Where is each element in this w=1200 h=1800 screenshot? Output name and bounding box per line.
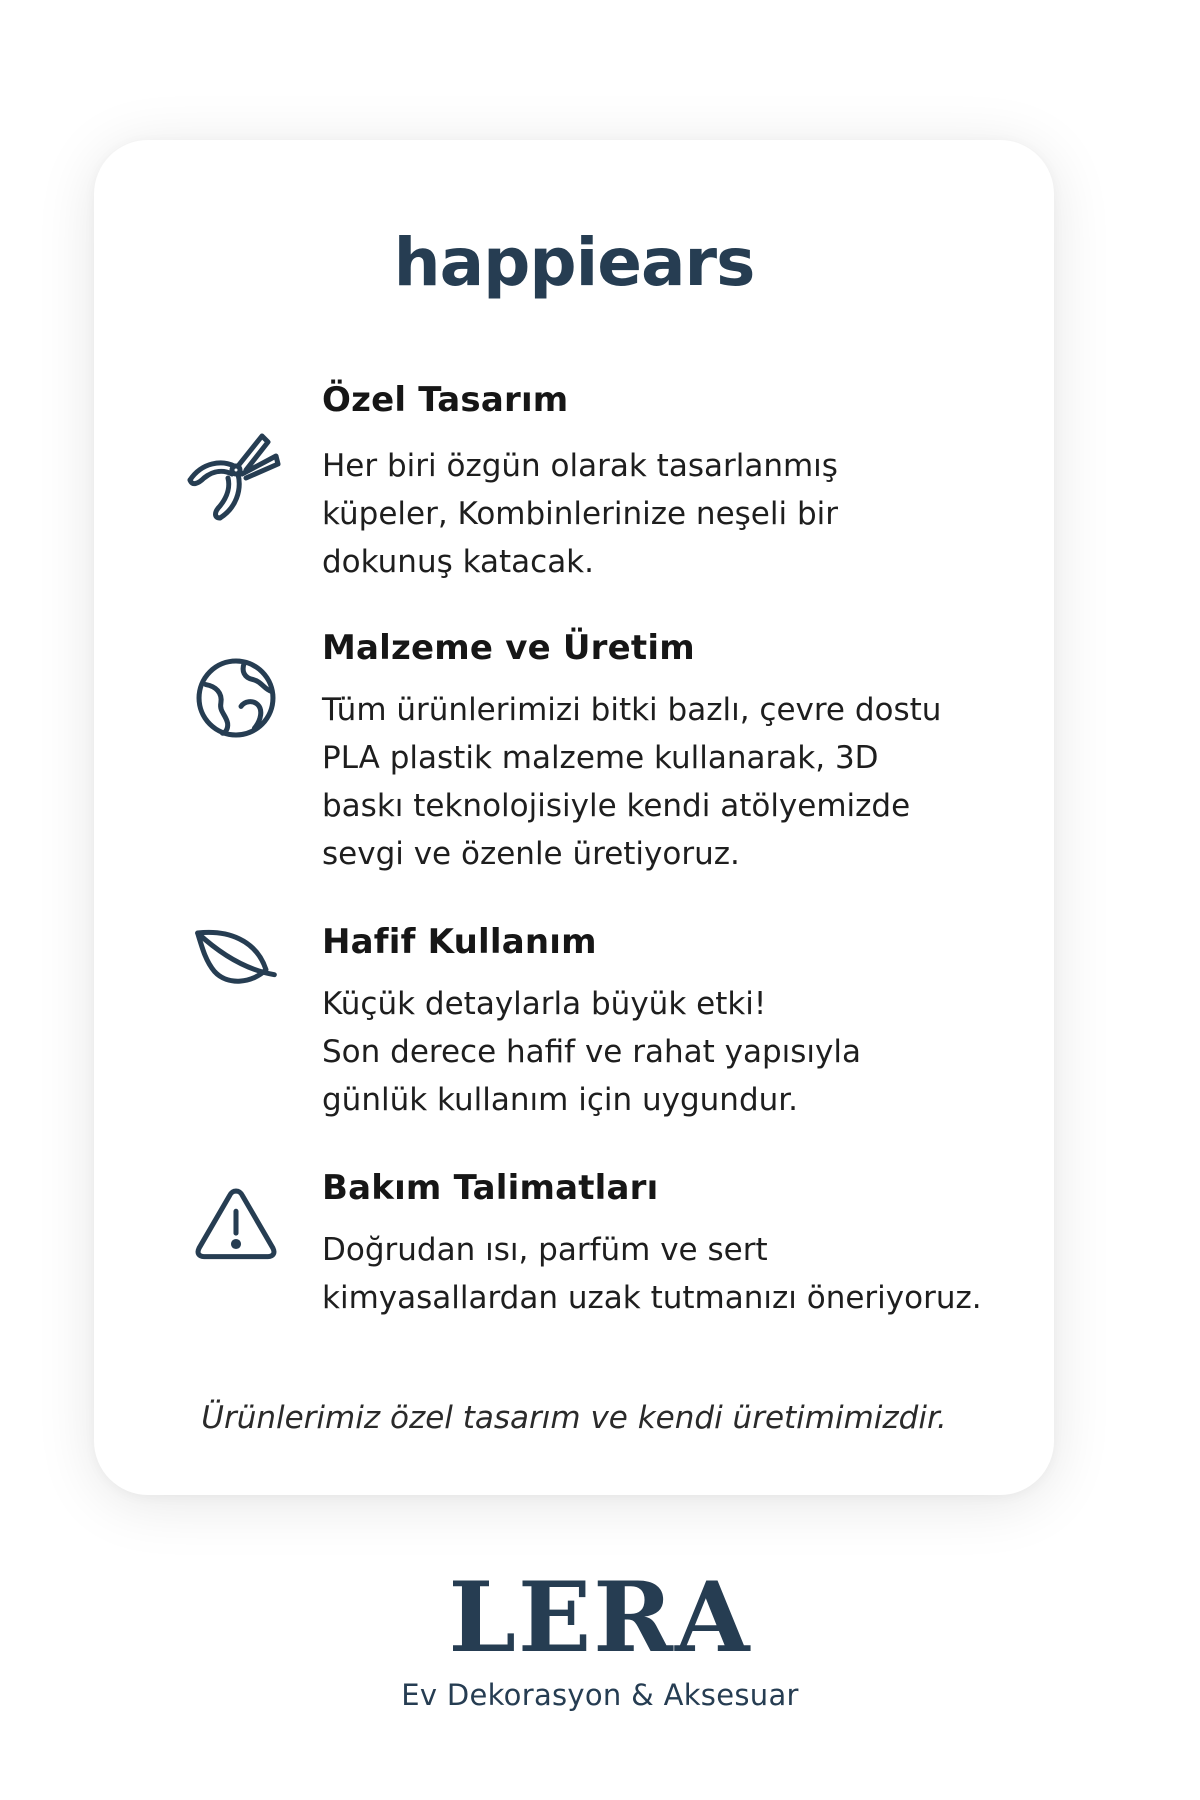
feature-title: Hafif Kullanım — [322, 922, 597, 962]
pliers-icon — [184, 422, 284, 522]
feature-title: Özel Tasarım — [322, 380, 569, 420]
feature-description: Küçük detaylarla büyük etki! Son derece hafif ve rahat yapısıyla günlük kullanım için uygundur. — [322, 986, 861, 1118]
feature-description: Her biri özgün olarak tasarlanmış küpeler, Kombinlerinize neşeli bir dokunuş katacak. — [322, 448, 838, 580]
warning-icon — [194, 1186, 278, 1260]
feature-title: Malzeme ve Üretim — [322, 628, 695, 668]
leaf-icon — [194, 928, 278, 998]
feature-description: Doğrudan ısı, parfüm ve sert kimyasallardan uzak tutmanızı öneriyoruz. — [322, 1232, 982, 1316]
info-card — [94, 140, 1054, 1495]
feature-description: Tüm ürünlerimizi bitki bazlı, çevre dostu PLA plastik malzeme kullanarak, 3D baskı teknolojisiyle kendi atölyemizde sevgi ve özenle üretiyoruz. — [322, 692, 942, 872]
feature-title: Bakım Talimatları — [322, 1168, 659, 1208]
lera-tagline: Ev Dekorasyon & Aksesuar — [401, 1678, 799, 1712]
happiears-logo: happiears — [393, 224, 755, 301]
production-note: Ürünlerimiz özel tasarım ve kendi üretimimizdir. — [201, 1400, 947, 1436]
globe-icon — [194, 656, 278, 740]
lera-logo: LERA — [448, 1561, 752, 1674]
